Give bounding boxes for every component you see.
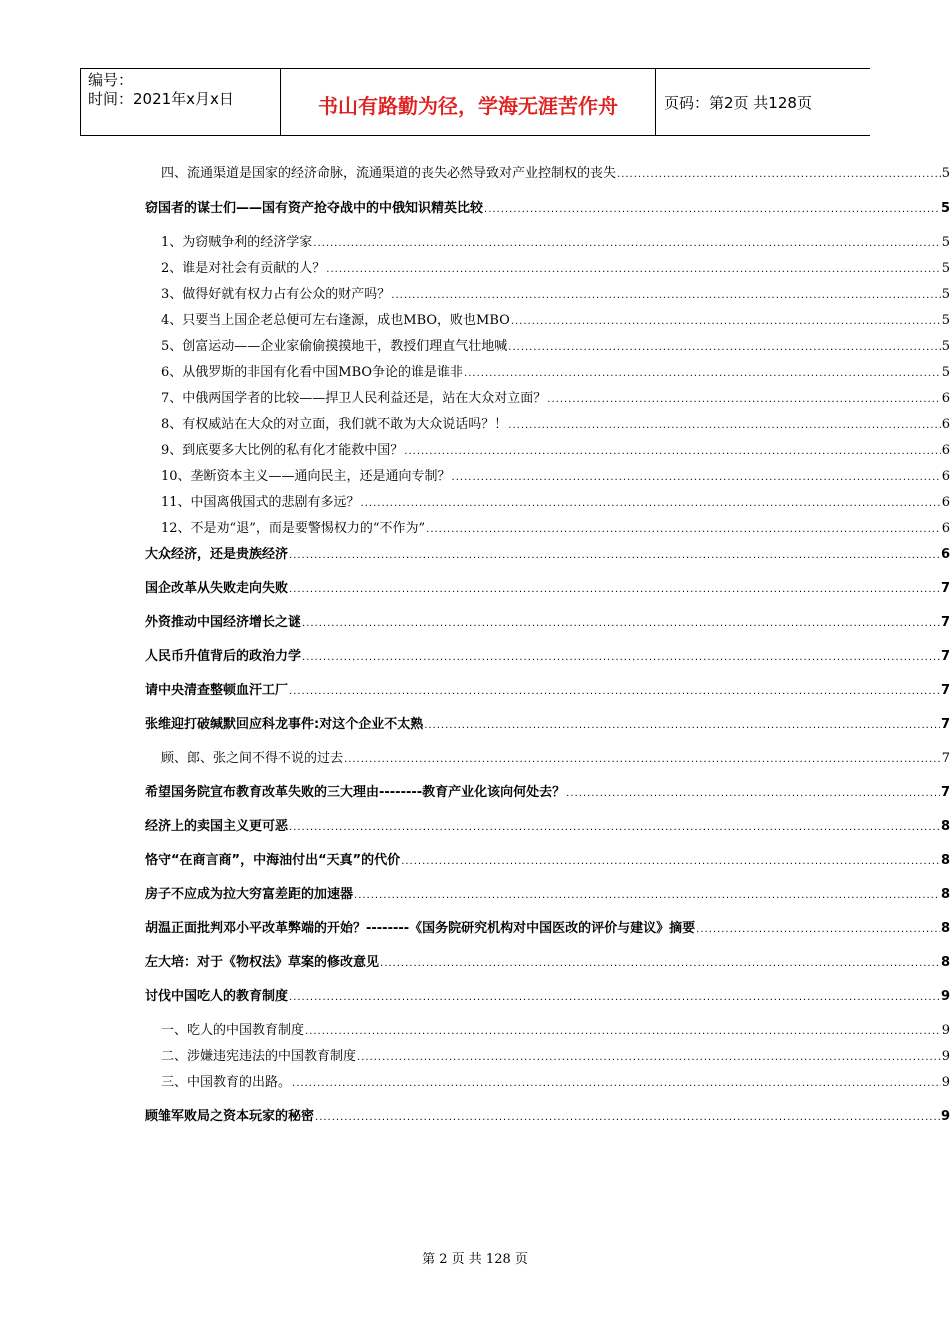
toc-leader-dots <box>357 1052 941 1063</box>
toc-entry-page: 5 <box>941 166 950 181</box>
toc-entry[interactable] <box>0 1045 950 1065</box>
toc-entry-title: 希望国务院宣布教育改革失败的三大理由--------教育产业化该向何处去？ <box>145 785 566 800</box>
toc-entry-page: 5 <box>941 365 950 380</box>
toc-entry-page: 7 <box>940 581 950 596</box>
toc-entry[interactable] <box>0 713 950 733</box>
toc-entry[interactable] <box>0 231 950 251</box>
doc-number-label: 编号： <box>88 71 134 89</box>
toc-entry-title: 2、谁是对社会有贡献的人？ <box>161 261 326 276</box>
toc-entry[interactable] <box>0 257 950 277</box>
toc-leader-dots <box>464 368 941 379</box>
toc-entry-page: 6 <box>941 391 950 406</box>
toc-leader-dots <box>391 290 940 301</box>
toc-entry-title: 左大培：对于《物权法》草案的修改意见 <box>145 955 380 970</box>
toc-entry-page: 7 <box>940 615 950 630</box>
toc-entry-page: 6 <box>941 443 950 458</box>
toc-entry-title: 国企改革从失败走向失败 <box>145 581 289 596</box>
toc-entry[interactable] <box>0 517 950 537</box>
toc-entry-page: 7 <box>940 683 950 698</box>
toc-leader-dots <box>305 1026 941 1037</box>
toc-entry-page: 8 <box>940 921 950 936</box>
toc-leader-dots <box>344 754 941 765</box>
toc-entry-page: 7 <box>940 785 950 800</box>
toc-entry-page: 5 <box>941 261 950 276</box>
toc-entry-title: 外资推动中国经济增长之谜 <box>145 615 302 630</box>
toc-leader-dots <box>326 264 940 275</box>
toc-entry[interactable] <box>0 1019 950 1039</box>
toc-leader-dots <box>508 342 940 353</box>
toc-entry-page: 8 <box>940 853 950 868</box>
toc-leader-dots <box>404 446 940 457</box>
toc-entry-page: 6 <box>941 521 950 536</box>
toc-leader-dots <box>289 550 940 561</box>
toc-entry-title: 讨伐中国吃人的教育制度 <box>145 989 289 1004</box>
toc-leader-dots <box>566 788 940 799</box>
toc-entry[interactable] <box>0 985 950 1005</box>
toc-entry[interactable] <box>0 611 950 631</box>
toc-entry-page: 5 <box>941 313 950 328</box>
toc-entry[interactable] <box>0 781 950 801</box>
toc-entry[interactable] <box>0 815 950 835</box>
page-footer: 第 2 页 共 128 页 <box>422 1252 528 1267</box>
toc-entry-title: 房子不应成为拉大穷富差距的加速器 <box>145 887 354 902</box>
toc-leader-dots <box>315 1112 940 1123</box>
toc-entry-title: 5、创富运动——企业家偷偷摸摸地干，教授们理直气壮地喊 <box>161 339 508 354</box>
toc-leader-dots <box>302 652 940 663</box>
toc-entry-page: 8 <box>940 819 950 834</box>
toc-leader-dots <box>289 822 940 833</box>
toc-leader-dots <box>289 584 940 595</box>
toc-entry-title: 二、涉嫌违宪违法的中国教育制度 <box>161 1049 357 1064</box>
toc-entry[interactable] <box>0 162 950 182</box>
toc-entry-page: 6 <box>941 417 950 432</box>
toc-entry-title: 四、流通渠道是国家的经济命脉，流通渠道的丧失必然导致对产业控制权的丧失 <box>161 166 617 181</box>
toc-entry-page: 5 <box>941 235 950 250</box>
toc-entry[interactable] <box>0 951 950 971</box>
toc-entry-page: 9 <box>940 1109 950 1124</box>
toc-leader-dots <box>292 1078 941 1089</box>
toc-entry-title: 请中央清查整顿血汗工厂 <box>145 683 289 698</box>
toc-entry-page: 5 <box>940 201 950 216</box>
toc-leader-dots <box>508 420 940 431</box>
toc-entry-page: 9 <box>941 1075 950 1090</box>
toc-leader-dots <box>511 316 941 327</box>
toc-entry-title: 恪守“在商言商”，中海油付出“天真”的代价 <box>145 853 401 868</box>
toc-leader-dots <box>313 238 940 249</box>
toc-entry[interactable] <box>0 387 950 407</box>
toc-entry[interactable] <box>0 283 950 303</box>
toc-entry-title: 1、为窃贼争利的经济学家 <box>161 235 313 250</box>
toc-leader-dots <box>302 618 940 629</box>
toc-entry[interactable] <box>0 335 950 355</box>
toc-leader-dots <box>696 924 940 935</box>
toc-entry[interactable] <box>0 309 950 329</box>
toc-leader-dots <box>361 498 941 509</box>
toc-entry[interactable] <box>0 1105 950 1125</box>
toc-entry-page: 8 <box>940 887 950 902</box>
toc-entry-page: 9 <box>940 989 950 1004</box>
toc-entry-title: 顾雏军败局之资本玩家的秘密 <box>145 1109 315 1124</box>
toc-entry-page: 7 <box>941 751 950 766</box>
toc-leader-dots <box>380 958 940 969</box>
toc-entry-page: 5 <box>941 287 950 302</box>
toc-leader-dots <box>426 524 941 535</box>
toc-entry[interactable] <box>0 917 950 937</box>
toc-entry-page: 5 <box>941 339 950 354</box>
toc-leader-dots <box>424 720 940 731</box>
toc-leader-dots <box>289 686 940 697</box>
toc-entry-title: 10、垄断资本主义——通向民主，还是通向专制？ <box>161 469 451 484</box>
toc-entry[interactable] <box>0 491 950 511</box>
toc-entry-title: 11、中国离俄国式的悲剧有多远？ <box>161 495 360 510</box>
toc-entry-title: 6、从俄罗斯的非国有化看中国MBO争论的谁是谁非 <box>161 365 464 380</box>
toc-entry-title: 胡温正面批判邓小平改革弊端的开始？--------《国务院研究机构对中国医改的评价与建议》摘要 <box>145 921 696 936</box>
toc-leader-dots <box>547 394 940 405</box>
toc-entry-title: 一、吃人的中国教育制度 <box>161 1023 305 1038</box>
toc-entry[interactable] <box>0 439 950 459</box>
toc-entry[interactable] <box>0 361 950 381</box>
toc-entry[interactable] <box>0 645 950 665</box>
toc-entry-page: 6 <box>940 547 950 562</box>
toc-entry-title: 窃国者的谋士们——国有资产抢夺战中的中俄知识精英比较 <box>145 201 484 216</box>
toc-entry-title: 7、中俄两国学者的比较——捍卫人民利益还是，站在大众对立面？ <box>161 391 547 406</box>
toc-entry-title: 4、只要当上国企老总便可左右逢源，成也MBO，败也MBO <box>161 313 510 328</box>
toc-entry-page: 8 <box>940 955 950 970</box>
toc-entry[interactable] <box>0 883 950 903</box>
toc-entry-title: 经济上的卖国主义更可恶 <box>145 819 289 834</box>
toc-entry-title: 人民币升值背后的政治力学 <box>145 649 302 664</box>
toc-entry[interactable] <box>0 679 950 699</box>
toc-entry-page: 6 <box>941 469 950 484</box>
toc-entry-title: 张维迎打破缄默回应科龙事件:对这个企业不太熟 <box>145 717 424 732</box>
toc-entry-title: 三、中国教育的出路。 <box>161 1075 292 1090</box>
toc-entry[interactable] <box>0 197 950 217</box>
header-page-info: 页码：第2页 共128页 <box>664 94 812 112</box>
header-motto: 书山有路勤为径，学海无涯苦作舟 <box>318 94 618 118</box>
toc-entry-title: 8、有权威站在大众的对立面，我们就不敢为大众说话吗？！ <box>161 417 508 432</box>
toc-leader-dots <box>484 204 940 215</box>
toc-entry[interactable] <box>0 413 950 433</box>
toc-leader-dots <box>452 472 941 483</box>
toc-entry[interactable] <box>0 1071 950 1091</box>
toc-entry[interactable] <box>0 577 950 597</box>
toc-entry-page: 9 <box>941 1023 950 1038</box>
toc-entry-page: 7 <box>940 717 950 732</box>
toc-entry[interactable] <box>0 747 950 767</box>
toc-entry-page: 7 <box>940 649 950 664</box>
toc-leader-dots <box>354 890 940 901</box>
toc-entry-title: 12、不是劝“退”，而是要警惕权力的“不作为” <box>161 521 426 536</box>
toc-entry[interactable] <box>0 849 950 869</box>
toc-entry-title: 大众经济，还是贵族经济 <box>145 547 289 562</box>
toc-leader-dots <box>617 169 941 180</box>
toc-entry[interactable] <box>0 543 950 563</box>
toc-leader-dots <box>401 856 940 867</box>
toc-entry-page: 6 <box>941 495 950 510</box>
doc-time-label: 时间：2021年x月x日 <box>88 90 234 108</box>
toc-entry-title: 3、做得好就有权力占有公众的财产吗？ <box>161 287 391 302</box>
toc-leader-dots <box>289 992 940 1003</box>
toc-entry-title: 9、到底要多大比例的私有化才能救中国？ <box>161 443 404 458</box>
toc-entry[interactable] <box>0 465 950 485</box>
toc-entry-title: 顾、郎、张之间不得不说的过去 <box>161 751 344 766</box>
toc-entry-page: 9 <box>941 1049 950 1064</box>
